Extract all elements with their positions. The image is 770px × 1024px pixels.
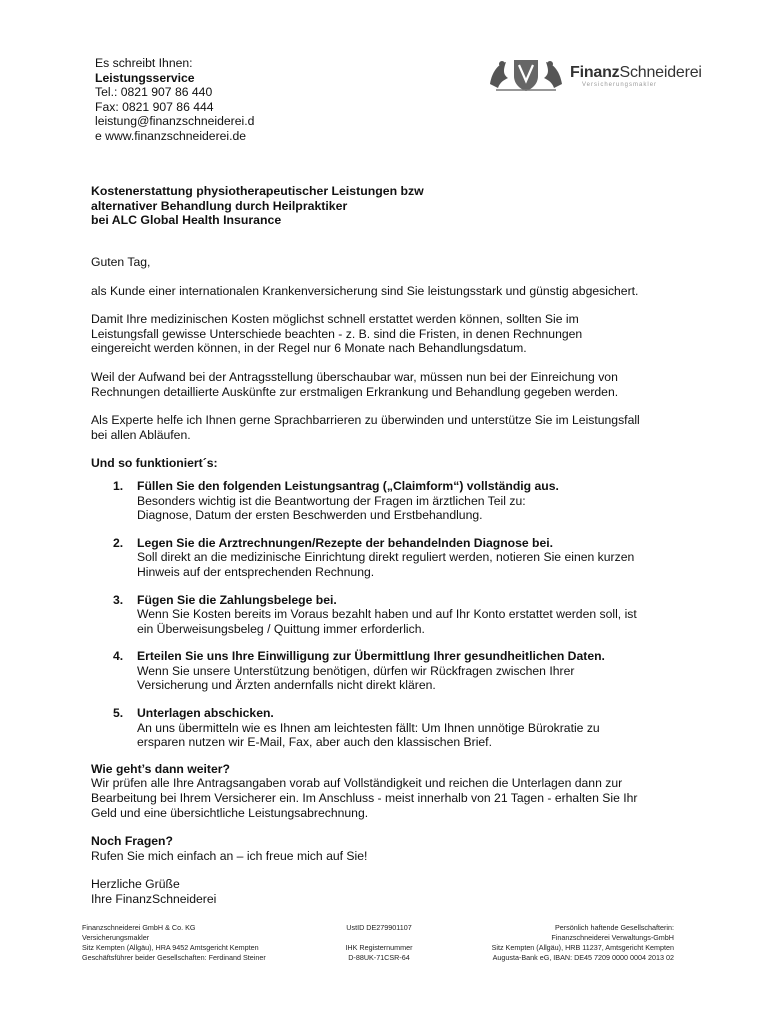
footer-spacer (334, 933, 424, 943)
step-title: Legen Sie die Arztrechnungen/Rezepte der behandelnden Diagnose bei. (137, 535, 554, 550)
logo-tagline: Versicherungsmakler (582, 82, 658, 88)
step-number: 5. (113, 706, 124, 721)
step-item (91, 536, 691, 580)
paragraph-line: als Kunde einer internationalen Krankenversicherung sind Sie leistungsstark und günstig abgesichert. (91, 283, 639, 298)
step-number: 1. (113, 478, 124, 493)
steps-list (91, 479, 691, 750)
footer-company-column (82, 923, 266, 963)
company-logo (486, 54, 702, 94)
sender-block (95, 56, 254, 144)
step-line: ein Überweisungsbeleg / Quittung immer erforderlich. (137, 621, 425, 636)
next-steps-line: Wir prüfen alle Ihre Antragsangaben vorab auf Vollständigkeit und reichen die Unterlagen dann zur (91, 776, 623, 791)
subject-line: bei ALC Global Health Insurance (91, 213, 282, 228)
step-title: Füllen Sie den folgenden Leistungsantrag („Claimform“) vollständig aus. (137, 478, 559, 493)
next-steps-line: Bearbeitung bei Ihrem Versicherer ein. Im Anschluss - meist innerhalb von 21 Tagen - erhalten Sie Ihr (91, 791, 638, 806)
paragraph (91, 284, 691, 299)
paragraph-line: bei allen Abläufen. (91, 427, 191, 442)
letter-body (91, 255, 691, 921)
step-title: Erteilen Sie uns Ihre Einwilligung zur Übermittlung Ihrer gesundheitlichen Daten. (137, 649, 605, 664)
footer-line: Finanzschneiderei GmbH & Co. KG (82, 923, 196, 932)
sender-email: leistung@finanzschneiderei.d (95, 114, 255, 129)
paragraph-line: Rechnungen detaillierte Auskünfte zur erstmaligen Erkrankung und Behandlung gegeben werden. (91, 384, 619, 399)
closing-signature: Ihre FinanzSchneiderei (91, 892, 217, 906)
step-line: Diagnose, Datum der ersten Beschwerden und Erstbehandlung. (137, 508, 483, 523)
step-line: Versicherung und Ärzten andernfalls nicht direkt klären. (137, 678, 436, 693)
paragraph-line: eingereicht werden können, in der Regel nur 6 Monate nach Behandlungsdatum. (91, 341, 527, 356)
footer-line: Geschäftsführer beider Gesellschaften: Ferdinand Steiner (82, 953, 266, 962)
paragraph-line: Als Experte helfe ich Ihnen gerne Sprachbarrieren zu überwinden und unterstütze Sie im Leistungsfall (91, 413, 640, 428)
paragraph (91, 413, 691, 442)
step-number: 4. (113, 649, 124, 664)
step-title: Fügen Sie die Zahlungsbelege bei. (137, 592, 337, 607)
footer-line: D-88UK-71CSR-64 (348, 953, 410, 962)
step-item (91, 706, 691, 750)
next-steps-line: Geld und eine übersichtliche Leistungsabrechnung. (91, 805, 369, 820)
logo-brand-rest: Schneiderei (619, 64, 702, 81)
closing-section (91, 877, 691, 906)
next-steps-section (91, 762, 691, 820)
step-line: ersparen nutzen wir E-Mail, Fax, aber auch den klassischen Brief. (137, 735, 492, 750)
logo-brand (570, 64, 702, 82)
greeting: Guten Tag, (91, 255, 151, 269)
sender-fax: Fax: 0821 907 86 444 (95, 99, 214, 114)
sender-phone: Tel.: 0821 907 86 440 (95, 85, 213, 100)
sender-web: e www.finanzschneiderei.de (95, 128, 247, 143)
paragraph (91, 370, 691, 399)
step-title: Unterlagen abschicken. (137, 706, 274, 721)
logo-brand-bold: Finanz (570, 64, 620, 81)
step-line: An uns übermitteln wie es Ihnen am leichtesten fällt: Um Ihnen unnötige Bürokratie zu (137, 720, 600, 735)
paragraph-line: Leistungsfall gewisse Unterschiede beachten - z. B. sind die Fristen, in denen Rechnungen (91, 326, 583, 341)
step-line: Soll direkt an die medizinische Einrichtung direkt reguliert werden, notieren Sie einen kurzen (137, 550, 635, 565)
subject-line: Kostenerstattung physiotherapeutischer Leistungen bzw (91, 184, 424, 198)
paragraph-line: Weil der Aufwand bei der Antragsstellung überschaubar war, müssen nun bei der Einreichung von (91, 369, 618, 384)
step-item (91, 649, 691, 693)
footer-line: UstID DE279901107 (346, 923, 412, 932)
footer-partner-column (492, 923, 674, 963)
step-number: 2. (113, 535, 124, 550)
footer-line: Versicherungsmakler (82, 933, 150, 942)
footer-registration-column (334, 923, 424, 963)
footer-line: IHK Registernummer (345, 943, 413, 952)
step-line: Hinweis auf der entsprechenden Rechnung. (137, 564, 375, 579)
step-line: Wenn Sie unsere Unterstützung benötigen, dürfen wir Rückfragen zwischen Ihrer (137, 663, 575, 678)
questions-title: Noch Fragen? (91, 834, 173, 849)
sender-intro: Es schreibt Ihnen: (95, 56, 193, 70)
subject-line: alternativer Behandlung durch Heilpraktiker (91, 198, 348, 213)
questions-section (91, 834, 691, 863)
letter-subject (91, 184, 424, 228)
step-line: Wenn Sie Kosten bereits im Voraus bezahlt haben und auf Ihr Konto erstattet werden soll, ist (137, 607, 637, 622)
paragraph (91, 312, 691, 356)
sender-department: Leistungsservice (95, 70, 195, 85)
next-steps-title: Wie geht’s dann weiter? (91, 761, 230, 776)
step-item (91, 479, 691, 523)
step-number: 3. (113, 592, 124, 607)
paragraph-line: Damit Ihre medizinischen Kosten möglichst schnell erstattet werden können, sollten Sie im (91, 312, 579, 327)
questions-line: Rufen Sie mich einfach an – ich freue mich auf Sie! (91, 848, 368, 863)
closing-line: Herzliche Grüße (91, 877, 180, 892)
footer-line: Persönlich haftende Gesellschafterin: (554, 923, 674, 932)
crest-icon (486, 54, 566, 94)
footer-line: Finanzschneiderei Verwaltungs-GmbH (551, 933, 674, 942)
footer-line: Sitz Kempten (Allgäu), HRB 11237, Amtsgericht Kempten (491, 943, 674, 952)
step-item (91, 593, 691, 637)
how-it-works-title: Und so funktioniert´s: (91, 456, 218, 471)
step-line: Besonders wichtig ist die Beantwortung der Fragen im ärztlichen Teil zu: (137, 493, 526, 508)
footer-line: Augusta-Bank eG, IBAN: DE45 7209 0000 0004 2013 02 (492, 953, 674, 962)
footer-line: Sitz Kempten (Allgäu), HRA 9452 Amtsgericht Kempten (82, 943, 259, 952)
